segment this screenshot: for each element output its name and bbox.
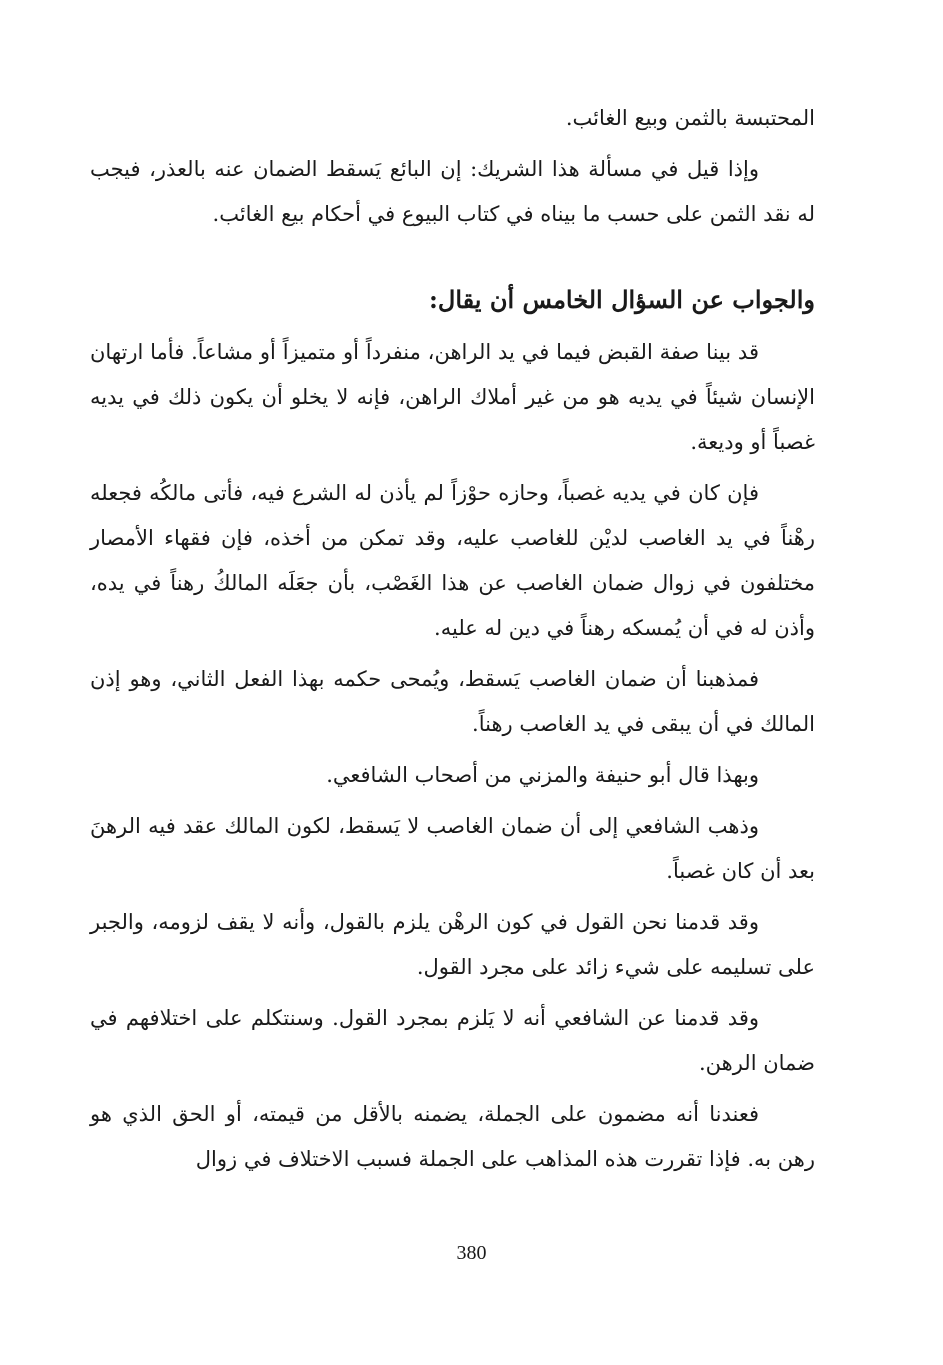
page-number: 380: [456, 1242, 487, 1264]
page-body: [90, 96, 815, 1188]
paragraph-continuation: المحتبسة بالثمن وبيع الغائب.: [565, 106, 815, 130]
paragraph: فمذهبنا أن ضمان الغاصب يَسقط، ويُمحى حكمه بهذا الفعل الثاني، وهو إذن المالك في أن يبقى في يد الغاصب رهناً.: [90, 667, 815, 736]
section-heading: والجواب عن السؤال الخامس أن يقال:: [429, 285, 815, 314]
paragraph: وبهذا قال أبو حنيفة والمزني من أصحاب الشافعي.: [326, 763, 759, 787]
paragraph: وقد قدمنا نحن القول في كون الرهْن يلزم بالقول، وأنه لا يقف لزومه، والجبر على تسليمه على شيء زائد على مجرد القول.: [90, 910, 815, 979]
paragraph: قد بينا صفة القبض فيما في يد الراهن، منفرداً أو متميزاً أو مشاعاً. فأما ارتهان الإنسان شيئاً في يديه هو من غير أملاك الراهن، فإنه لا يخلو أن يكون ذلك في يديه غصباً أو وديعة.: [90, 340, 815, 454]
paragraph: فإن كان في يديه غصباً، وحازه حوْزاً لم يأذن له الشرع فيه، فأتى مالكُه فجعله رهْناً في يد الغاصب لديْن للغاصب عليه، وقد تمكن من أخذه، فإن فقهاء الأمصار مختلفون في زوال ضمان الغاصب عن هذا الغَصْب، بأن جعَلَه المالكُ رهناً في يده، وأذن له في أن يُمسكه رهناً في دين له عليه.: [90, 481, 815, 640]
paragraph: فعندنا أنه مضمون على الجملة، يضمنه بالأقل من قيمته، أو الحق الذي هو رهن به. فإذا تقررت هذه المذاهب على الجملة فسبب الاختلاف في زوال: [90, 1102, 815, 1171]
paragraph: وإذا قيل في مسألة هذا الشريك: إن البائع يَسقط الضمان عنه بالعذر، فيجب له نقد الثمن على حسب ما بيناه في كتاب البيوع في أحكام بيع الغائب.: [90, 157, 815, 226]
paragraph: وقد قدمنا عن الشافعي أنه لا يَلزم بمجرد القول. وسنتكلم على اختلافهم في ضمان الرهن.: [90, 1006, 815, 1075]
paragraph: وذهب الشافعي إلى أن ضمان الغاصب لا يَسقط، لكون المالك عقد فيه الرهنَ بعد أن كان غصباً.: [90, 814, 815, 883]
